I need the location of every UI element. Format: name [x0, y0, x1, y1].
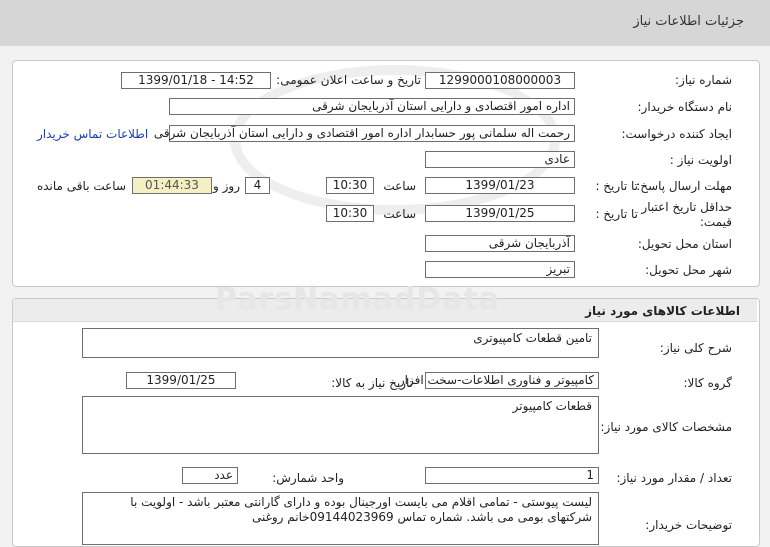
buyer-org-field: اداره امور اقتصادی و دارایی استان آذربایجان شرقی: [169, 98, 575, 115]
priority-label: اولویت نیاز :: [669, 153, 732, 167]
validity-label-line2: قیمت:: [699, 215, 732, 229]
reply-deadline-label: مهلت ارسال پاسخ:: [636, 179, 732, 193]
specs-label: مشخصات کالای مورد نیاز:: [600, 420, 732, 434]
days-field: 4: [245, 177, 270, 194]
buyer-notes-field: لیست پیوستی - تمامی اقلام می بایست اورجینال بوده و دارای گارانتی معتبر باشد - اولویت با شرکتهای بومی می باشد. شماره تماس 09144023969خانم روغنی: [82, 492, 599, 545]
reply-time-label: ساعت: [383, 179, 416, 193]
need-date-field: 1399/01/25: [126, 372, 236, 389]
announce-date-field: 1399/01/18 - 14:52: [121, 72, 271, 89]
buyer-notes-label: توضیحات خریدار:: [645, 518, 732, 532]
need-date-label: تاریخ نیاز به کالا:: [331, 376, 413, 390]
remaining-time-field: 01:44:33: [132, 177, 212, 194]
province-label: استان محل تحویل:: [637, 237, 732, 251]
need-number-field: 1299000108000003: [425, 72, 575, 89]
goods-group-field: کامپیوتر و فناوری اطلاعات-سخت افزار: [425, 372, 599, 389]
need-number-label: شماره نیاز:: [675, 73, 732, 87]
quantity-label: تعداد / مقدار مورد نیاز:: [616, 471, 732, 485]
watermark-text: ParsNamadData: [215, 282, 501, 317]
announce-date-label: تاریخ و ساعت اعلان عمومی:: [276, 73, 421, 87]
validity-to-date-label: تا تاریخ :: [595, 207, 638, 221]
buyer-contact-link[interactable]: اطلاعات تماس خریدار: [37, 127, 149, 141]
requester-field: رحمت اله سلمانی پور حسابدار اداره امور اقتصادی و دارایی استان آذربایجان شرقی: [169, 125, 575, 142]
priority-field: عادی: [425, 151, 575, 168]
remaining-label: ساعت باقی مانده: [36, 179, 126, 193]
validity-date-field: 1399/01/25: [425, 205, 575, 222]
reply-to-date-label: تا تاریخ :: [595, 179, 638, 193]
reply-date-field: 1399/01/23: [425, 177, 575, 194]
unit-field: عدد: [182, 467, 238, 484]
quantity-field: 1: [425, 467, 599, 484]
goods-group-label: گروه کالا:: [683, 376, 732, 390]
province-field: آذربایجان شرقی: [425, 235, 575, 252]
page-title: جزئیات اطلاعات نیاز: [633, 14, 744, 29]
city-label: شهر محل تحویل:: [645, 263, 732, 277]
reply-time-field: 10:30: [326, 177, 374, 194]
page-header: [0, 0, 770, 46]
summary-field: تامین قطعات کامپیوتری: [82, 328, 599, 358]
requester-label: ایجاد کننده درخواست:: [621, 127, 732, 141]
buyer-org-label: نام دستگاه خریدار:: [637, 100, 732, 114]
unit-label: واحد شمارش:: [272, 471, 344, 485]
validity-time-field: 10:30: [326, 205, 374, 222]
city-field: تبریز: [425, 261, 575, 278]
validity-label-line1: حداقل تاریخ اعتبار: [641, 200, 732, 214]
specs-field: قطعات کامپیوتر: [82, 396, 599, 454]
goods-section-title: اطلاعات کالاهای مورد نیاز: [585, 304, 740, 318]
summary-label: شرح کلی نیاز:: [659, 341, 732, 355]
days-label: روز و: [213, 179, 240, 193]
validity-time-label: ساعت: [383, 207, 416, 221]
